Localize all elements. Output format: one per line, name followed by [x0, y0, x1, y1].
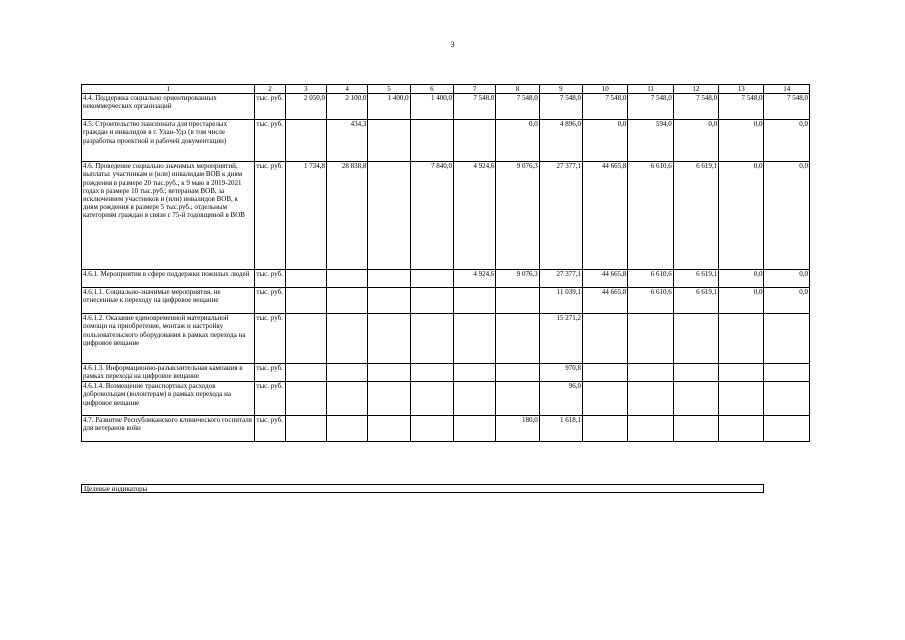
row-name: 4.4. Поддержка социально ориентированных некоммерческих организаций	[82, 94, 255, 120]
value-cell: 0,0	[764, 162, 810, 270]
value-cell	[496, 382, 539, 416]
row-unit: тыс. руб.	[255, 416, 285, 442]
value-cell: 0,0	[496, 120, 539, 162]
row-unit: тыс. руб.	[255, 288, 285, 314]
row-name: 4.6.1.3. Информационно-разъяснительная кампания в рамках перехода на цифровое вещание	[82, 364, 255, 382]
row-unit: тыс. руб.	[255, 162, 285, 270]
row-name: 4.6. Проведение социально значимых мероприятий, выплаты: участникам и (или) инвалидам ВОВ к дням рождения в размере 20 тыс.руб.; к 9 маю в 2019-2021 годах в размере 10 тыс.руб.; ветеранам ВОВ, за исключением участников и (или) инвалидов ВОВ, к дням рождения в размере 5 тыс.руб.; отдельным категориям граждан в связи с 75-й годовщиной в ВОВ	[82, 162, 255, 270]
value-cell	[410, 382, 453, 416]
value-cell	[368, 314, 410, 364]
value-cell	[285, 364, 326, 382]
value-cell	[719, 416, 764, 442]
column-header: 2	[255, 85, 285, 94]
column-header: 6	[410, 85, 453, 94]
value-cell	[628, 382, 673, 416]
row-unit: тыс. руб.	[255, 120, 285, 162]
value-cell	[719, 364, 764, 382]
value-cell	[368, 162, 410, 270]
value-cell: 44 665,8	[583, 162, 628, 270]
value-cell: 1 618,1	[539, 416, 582, 442]
value-cell: 7 548,0	[583, 94, 628, 120]
column-header: 13	[719, 85, 764, 94]
value-cell	[764, 364, 810, 382]
value-cell	[764, 382, 810, 416]
value-cell	[454, 120, 496, 162]
value-cell: 594,0	[628, 120, 673, 162]
value-cell: 7 548,0	[539, 94, 582, 120]
value-cell: 1 400,0	[410, 94, 453, 120]
value-cell: 6 610,6	[628, 162, 673, 270]
column-header: 9	[539, 85, 582, 94]
value-cell: 27 377,1	[539, 162, 582, 270]
value-cell	[368, 416, 410, 442]
value-cell	[764, 314, 810, 364]
value-cell: 6 610,6	[628, 270, 673, 288]
column-header: 8	[496, 85, 539, 94]
value-cell	[454, 314, 496, 364]
row-unit: тыс. руб.	[255, 270, 285, 288]
row-unit: тыс. руб.	[255, 364, 285, 382]
value-cell	[410, 314, 453, 364]
value-cell	[326, 270, 367, 288]
value-cell	[454, 382, 496, 416]
column-header: 11	[628, 85, 673, 94]
table-row	[82, 94, 810, 120]
value-cell	[368, 288, 410, 314]
value-cell	[719, 314, 764, 364]
value-cell: 28 838,8	[326, 162, 367, 270]
value-cell: 180,0	[496, 416, 539, 442]
table-row	[82, 382, 810, 416]
value-cell: 9 076,3	[496, 270, 539, 288]
value-cell	[583, 382, 628, 416]
value-cell: 11 039,1	[539, 288, 582, 314]
value-cell	[285, 314, 326, 364]
table-row	[82, 120, 810, 162]
row-unit: тыс. руб.	[255, 314, 285, 364]
value-cell: 0,0	[764, 120, 810, 162]
value-cell: 27 377,1	[539, 270, 582, 288]
value-cell: 4 896,0	[539, 120, 582, 162]
table-row	[82, 288, 810, 314]
value-cell: 7 840,0	[410, 162, 453, 270]
table-row	[82, 314, 810, 364]
value-cell: 4 924,6	[454, 162, 496, 270]
value-cell	[285, 416, 326, 442]
value-cell	[583, 416, 628, 442]
row-name: 4.6.1. Мероприятия в сфере поддержки пожилых людей	[82, 270, 255, 288]
value-cell: 434,3	[326, 120, 367, 162]
table-body	[82, 85, 810, 442]
value-cell: 0,0	[583, 120, 628, 162]
value-cell: 0,0	[719, 270, 764, 288]
value-cell	[410, 270, 453, 288]
column-header: 10	[583, 85, 628, 94]
column-header: 12	[673, 85, 718, 94]
value-cell: 9 076,3	[496, 162, 539, 270]
value-cell	[326, 288, 367, 314]
value-cell	[673, 314, 718, 364]
value-cell: 15 271,2	[539, 314, 582, 364]
value-cell	[285, 270, 326, 288]
table-row	[82, 270, 810, 288]
value-cell: 7 548,0	[719, 94, 764, 120]
table-row	[82, 416, 810, 442]
value-cell	[285, 288, 326, 314]
value-cell	[583, 364, 628, 382]
value-cell: 0,0	[764, 288, 810, 314]
row-unit: тыс. руб.	[255, 94, 285, 120]
value-cell	[673, 416, 718, 442]
target-indicators-row: Целевые индикаторы	[81, 484, 764, 493]
table-header-row	[82, 85, 810, 94]
value-cell	[673, 364, 718, 382]
table-row	[82, 364, 810, 382]
column-header: 1	[82, 85, 255, 94]
value-cell	[628, 416, 673, 442]
value-cell: 1 400,0	[368, 94, 410, 120]
value-cell	[454, 288, 496, 314]
value-cell	[410, 416, 453, 442]
value-cell: 0,0	[719, 120, 764, 162]
value-cell: 0,0	[673, 120, 718, 162]
value-cell	[496, 288, 539, 314]
row-name: 4.7. Развитие Республиканского клинического госпиталя для ветеранов войн	[82, 416, 255, 442]
value-cell: 44 665,8	[583, 288, 628, 314]
row-unit: тыс. руб.	[255, 382, 285, 416]
budget-table	[81, 84, 810, 442]
value-cell: 970,8	[539, 364, 582, 382]
value-cell	[326, 416, 367, 442]
value-cell	[285, 120, 326, 162]
value-cell	[410, 288, 453, 314]
value-cell: 6 619,1	[673, 162, 718, 270]
value-cell: 6 619,1	[673, 288, 718, 314]
column-header: 14	[764, 85, 810, 94]
table-row	[82, 162, 810, 270]
value-cell: 0,0	[719, 162, 764, 270]
value-cell: 2 050,0	[285, 94, 326, 120]
value-cell	[410, 120, 453, 162]
value-cell: 6 610,6	[628, 288, 673, 314]
column-header: 4	[326, 85, 367, 94]
value-cell	[368, 120, 410, 162]
value-cell	[764, 416, 810, 442]
value-cell: 7 548,0	[764, 94, 810, 120]
value-cell	[368, 364, 410, 382]
value-cell	[285, 382, 326, 416]
column-header: 7	[454, 85, 496, 94]
column-header: 3	[285, 85, 326, 94]
value-cell: 7 548,0	[496, 94, 539, 120]
row-name: 4.5. Строительство пансионата для престарелых граждан и инвалидов в г. Улан-Удэ (в том числе разработка проектной и рабочей документации)	[82, 120, 255, 162]
row-name: 4.6.1.4. Возмещение транспортных расходов добровольцам (волонтерам) в рамках перехода на цифровое вещание	[82, 382, 255, 416]
value-cell	[496, 314, 539, 364]
value-cell	[368, 270, 410, 288]
page-number: 3	[450, 40, 455, 49]
value-cell	[628, 314, 673, 364]
value-cell: 7 548,0	[628, 94, 673, 120]
value-cell: 7 548,0	[454, 94, 496, 120]
value-cell	[496, 364, 539, 382]
value-cell	[410, 364, 453, 382]
row-name: 4.6.1.1. Социально-значимые мероприятия, не отнесенные к переходу на цифровое вещание	[82, 288, 255, 314]
value-cell	[368, 382, 410, 416]
value-cell: 44 665,8	[583, 270, 628, 288]
value-cell	[719, 382, 764, 416]
value-cell	[326, 314, 367, 364]
value-cell: 4 924,6	[454, 270, 496, 288]
value-cell: 0,0	[719, 288, 764, 314]
value-cell	[583, 314, 628, 364]
value-cell: 2 100,0	[326, 94, 367, 120]
value-cell	[628, 364, 673, 382]
value-cell: 0,0	[764, 270, 810, 288]
column-header: 5	[368, 85, 410, 94]
value-cell: 1 734,8	[285, 162, 326, 270]
value-cell	[454, 416, 496, 442]
value-cell	[326, 382, 367, 416]
value-cell	[326, 364, 367, 382]
row-name: 4.6.1.2. Оказание единовременной материальной помощи на приобретение, монтаж и настройку пользовательского оборудования в рамках перехода на цифровое вещание	[82, 314, 255, 364]
value-cell: 6 619,1	[673, 270, 718, 288]
value-cell: 96,0	[539, 382, 582, 416]
value-cell	[454, 364, 496, 382]
value-cell	[673, 382, 718, 416]
value-cell: 7 548,0	[673, 94, 718, 120]
